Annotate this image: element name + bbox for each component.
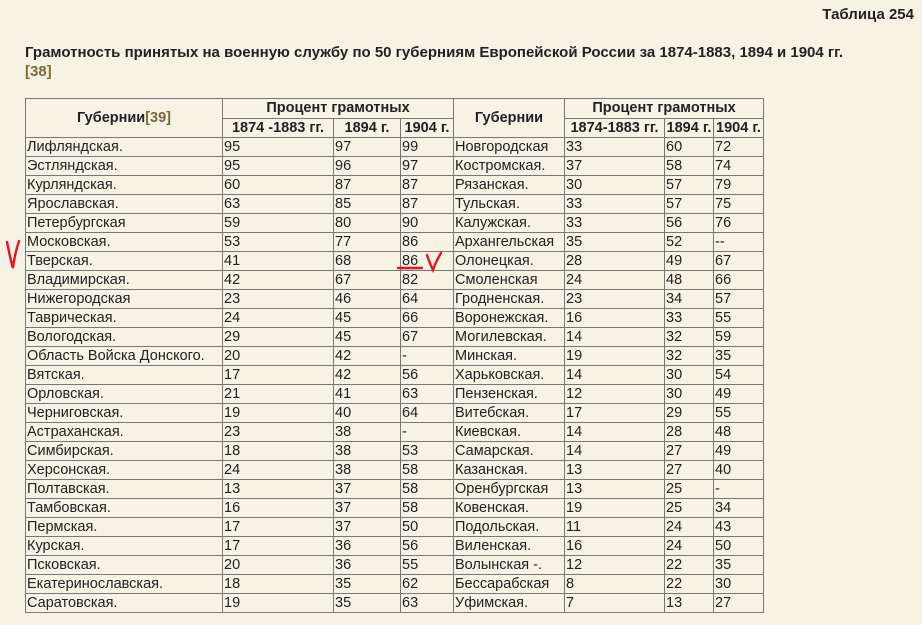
- table-row: [26, 252, 764, 271]
- header-gubernii-left-text: Губернии: [77, 110, 146, 126]
- header-year: 1904 г.: [401, 118, 454, 138]
- handwritten-check-mark-left: [4, 238, 22, 272]
- percent-cell: 55: [714, 404, 764, 423]
- percent-cell: 19: [565, 347, 665, 366]
- province-name-cell: Гродненская.: [454, 290, 565, 309]
- percent-cell: 14: [565, 423, 665, 442]
- province-name-cell: Олонецкая.: [454, 252, 565, 271]
- table-row: [26, 594, 764, 613]
- percent-cell: 95: [223, 157, 334, 176]
- header-gubernii-right: Губернии: [454, 99, 565, 138]
- percent-cell: 22: [665, 575, 714, 594]
- percent-cell: 24: [223, 309, 334, 328]
- table-row: [26, 214, 764, 233]
- percent-cell: 74: [714, 157, 764, 176]
- percent-cell: 38: [334, 461, 401, 480]
- percent-cell: 34: [714, 499, 764, 518]
- percent-cell: 13: [665, 594, 714, 613]
- percent-cell: 28: [565, 252, 665, 271]
- table-row: [26, 138, 764, 157]
- percent-cell: 77: [334, 233, 401, 252]
- province-name-cell: Черниговская.: [26, 404, 223, 423]
- province-name-cell: Петербургская: [26, 214, 223, 233]
- percent-cell: 49: [714, 385, 764, 404]
- percent-cell: 86: [401, 233, 454, 252]
- percent-cell: 23: [223, 423, 334, 442]
- percent-cell: 97: [401, 157, 454, 176]
- province-name-cell: Виленская.: [454, 537, 565, 556]
- percent-cell: 72: [714, 138, 764, 157]
- percent-cell: 29: [223, 328, 334, 347]
- percent-cell: 16: [565, 309, 665, 328]
- province-name-cell: Киевская.: [454, 423, 565, 442]
- province-name-cell: Нижегородская: [26, 290, 223, 309]
- percent-cell: -: [714, 480, 764, 499]
- province-name-cell: Харьковская.: [454, 366, 565, 385]
- percent-cell: 62: [401, 575, 454, 594]
- table-row: [26, 461, 764, 480]
- percent-cell: 19: [223, 404, 334, 423]
- province-name-cell: Калужская.: [454, 214, 565, 233]
- percent-cell: 52: [665, 233, 714, 252]
- province-name-cell: Таврическая.: [26, 309, 223, 328]
- percent-cell: 37: [334, 480, 401, 499]
- percent-cell: 24: [665, 537, 714, 556]
- province-name-cell: Костромская.: [454, 157, 565, 176]
- table-row: [26, 271, 764, 290]
- header-year: 1904 г.: [714, 118, 764, 138]
- table-row: [26, 404, 764, 423]
- percent-cell: 12: [565, 385, 665, 404]
- percent-cell: 13: [565, 461, 665, 480]
- percent-cell: 14: [565, 366, 665, 385]
- percent-cell: 20: [223, 347, 334, 366]
- percent-cell: 48: [714, 423, 764, 442]
- percent-cell: 42: [334, 347, 401, 366]
- percent-cell: 34: [665, 290, 714, 309]
- percent-cell: 21: [223, 385, 334, 404]
- province-name-cell: Уфимская.: [454, 594, 565, 613]
- percent-cell: 55: [401, 556, 454, 575]
- percent-cell: 58: [401, 461, 454, 480]
- percent-cell: 87: [401, 195, 454, 214]
- percent-cell: 38: [334, 423, 401, 442]
- table-row: [26, 385, 764, 404]
- province-name-cell: Вятская.: [26, 366, 223, 385]
- percent-cell: 50: [401, 518, 454, 537]
- percent-cell: 16: [223, 499, 334, 518]
- percent-cell: 42: [223, 271, 334, 290]
- percent-cell: 76: [714, 214, 764, 233]
- percent-cell: 80: [334, 214, 401, 233]
- percent-cell: 67: [334, 271, 401, 290]
- province-name-cell: Архангельская: [454, 233, 565, 252]
- table-row: [26, 575, 764, 594]
- percent-cell: 57: [665, 195, 714, 214]
- percent-cell: 86: [401, 252, 454, 271]
- province-name-cell: Бессарабская: [454, 575, 565, 594]
- province-name-cell: Вологодская.: [26, 328, 223, 347]
- percent-cell: 32: [665, 347, 714, 366]
- table-row: [26, 518, 764, 537]
- percent-cell: 36: [334, 537, 401, 556]
- percent-cell: 38: [334, 442, 401, 461]
- province-name-cell: Псковская.: [26, 556, 223, 575]
- province-name-cell: Волынская -.: [454, 556, 565, 575]
- province-name-cell: Астраханская.: [26, 423, 223, 442]
- table-row: [26, 347, 764, 366]
- percent-cell: 28: [665, 423, 714, 442]
- province-name-cell: Полтавская.: [26, 480, 223, 499]
- province-name-cell: Эстляндская.: [26, 157, 223, 176]
- percent-cell: 75: [714, 195, 764, 214]
- province-name-cell: Пензенская.: [454, 385, 565, 404]
- percent-cell: 43: [714, 518, 764, 537]
- province-name-cell: Курская.: [26, 537, 223, 556]
- province-name-cell: Казанская.: [454, 461, 565, 480]
- header-gubernii-left: [26, 99, 223, 138]
- percent-cell: 14: [565, 442, 665, 461]
- percent-cell: 53: [401, 442, 454, 461]
- table-row: [26, 442, 764, 461]
- percent-cell: -: [401, 347, 454, 366]
- province-name-cell: Тверская.: [26, 252, 223, 271]
- handwritten-underline-check-mark: [396, 250, 444, 274]
- percent-cell: 40: [334, 404, 401, 423]
- percent-cell: 30: [665, 366, 714, 385]
- page-title: [25, 43, 915, 81]
- percent-cell: 49: [665, 252, 714, 271]
- percent-cell: 54: [714, 366, 764, 385]
- header-percent-left: Процент грамотных: [223, 99, 454, 119]
- province-name-cell: Лифляндская.: [26, 138, 223, 157]
- percent-cell: 63: [401, 385, 454, 404]
- province-name-cell: Екатеринославская.: [26, 575, 223, 594]
- percent-cell: 49: [714, 442, 764, 461]
- percent-cell: --: [714, 233, 764, 252]
- title-footnote-link[interactable]: [38]: [25, 63, 52, 80]
- province-name-cell: Саратовская.: [26, 594, 223, 613]
- province-name-cell: Пермская.: [26, 518, 223, 537]
- percent-cell: 56: [401, 537, 454, 556]
- header-year: 1874 -1883 гг.: [223, 118, 334, 138]
- header-year: 1894 г.: [665, 118, 714, 138]
- table-row: [26, 157, 764, 176]
- percent-cell: 59: [714, 328, 764, 347]
- table-row: [26, 556, 764, 575]
- percent-cell: 63: [223, 195, 334, 214]
- percent-cell: 35: [565, 233, 665, 252]
- province-name-cell: Херсонская.: [26, 461, 223, 480]
- percent-cell: 27: [665, 442, 714, 461]
- percent-cell: 32: [665, 328, 714, 347]
- percent-cell: 12: [565, 556, 665, 575]
- percent-cell: 22: [665, 556, 714, 575]
- province-name-cell: Московская.: [26, 233, 223, 252]
- percent-cell: 33: [665, 309, 714, 328]
- percent-cell: 27: [665, 461, 714, 480]
- percent-cell: 53: [223, 233, 334, 252]
- percent-cell: 40: [714, 461, 764, 480]
- percent-cell: 24: [665, 518, 714, 537]
- percent-cell: 7: [565, 594, 665, 613]
- percent-cell: 13: [223, 480, 334, 499]
- percent-cell: 58: [401, 480, 454, 499]
- percent-cell: 64: [401, 290, 454, 309]
- table-row: [26, 328, 764, 347]
- percent-cell: 67: [401, 328, 454, 347]
- table-row: [26, 309, 764, 328]
- province-name-cell: Орловская.: [26, 385, 223, 404]
- percent-cell: 29: [665, 404, 714, 423]
- table-row: [26, 366, 764, 385]
- percent-cell: 16: [565, 537, 665, 556]
- province-name-cell: Воронежская.: [454, 309, 565, 328]
- percent-cell: 50: [714, 537, 764, 556]
- percent-cell: 23: [223, 290, 334, 309]
- table-row: [26, 499, 764, 518]
- percent-cell: 24: [565, 271, 665, 290]
- percent-cell: 27: [714, 594, 764, 613]
- percent-cell: 18: [223, 442, 334, 461]
- header-footnote-link[interactable]: [39]: [145, 110, 171, 126]
- percent-cell: 37: [565, 157, 665, 176]
- percent-cell: 30: [665, 385, 714, 404]
- percent-cell: 33: [565, 138, 665, 157]
- percent-cell: 35: [714, 347, 764, 366]
- percent-cell: 45: [334, 309, 401, 328]
- title-text: Грамотность принятых на военную службу по 50 губерниям Европейской России за 1874-1883, 1894 и 1904 гг.: [25, 44, 844, 61]
- percent-cell: 25: [665, 480, 714, 499]
- percent-cell: 87: [401, 176, 454, 195]
- percent-cell: 99: [401, 138, 454, 157]
- table-row: [26, 423, 764, 442]
- percent-cell: 66: [714, 271, 764, 290]
- percent-cell: 37: [334, 518, 401, 537]
- percent-cell: 85: [334, 195, 401, 214]
- percent-cell: 8: [565, 575, 665, 594]
- percent-cell: 14: [565, 328, 665, 347]
- percent-cell: 17: [223, 537, 334, 556]
- province-name-cell: Смоленская: [454, 271, 565, 290]
- percent-cell: 41: [334, 385, 401, 404]
- province-name-cell: Могилевская.: [454, 328, 565, 347]
- province-name-cell: Рязанская.: [454, 176, 565, 195]
- percent-cell: 90: [401, 214, 454, 233]
- percent-cell: 33: [565, 214, 665, 233]
- province-name-cell: Ярославская.: [26, 195, 223, 214]
- literacy-table: [25, 98, 764, 613]
- percent-cell: 96: [334, 157, 401, 176]
- percent-cell: 17: [565, 404, 665, 423]
- province-name-cell: Самарская.: [454, 442, 565, 461]
- percent-cell: 67: [714, 252, 764, 271]
- percent-cell: 45: [334, 328, 401, 347]
- table-row: [26, 195, 764, 214]
- province-name-cell: Оренбургская: [454, 480, 565, 499]
- percent-cell: 30: [565, 176, 665, 195]
- percent-cell: -: [401, 423, 454, 442]
- percent-cell: 37: [334, 499, 401, 518]
- percent-cell: 30: [714, 575, 764, 594]
- percent-cell: 17: [223, 366, 334, 385]
- percent-cell: 79: [714, 176, 764, 195]
- percent-cell: 33: [565, 195, 665, 214]
- percent-cell: 63: [401, 594, 454, 613]
- percent-cell: 35: [334, 575, 401, 594]
- percent-cell: 48: [665, 271, 714, 290]
- percent-cell: 87: [334, 176, 401, 195]
- percent-cell: 24: [223, 461, 334, 480]
- percent-cell: 36: [334, 556, 401, 575]
- header-year: 1874-1883 гг.: [565, 118, 665, 138]
- table-row: [26, 290, 764, 309]
- percent-cell: 60: [665, 138, 714, 157]
- percent-cell: 17: [223, 518, 334, 537]
- percent-cell: 25: [665, 499, 714, 518]
- percent-cell: 35: [714, 556, 764, 575]
- percent-cell: 95: [223, 138, 334, 157]
- province-name-cell: Владимирская.: [26, 271, 223, 290]
- percent-cell: 19: [223, 594, 334, 613]
- percent-cell: 20: [223, 556, 334, 575]
- percent-cell: 18: [223, 575, 334, 594]
- province-name-cell: Ковенская.: [454, 499, 565, 518]
- province-name-cell: Курляндская.: [26, 176, 223, 195]
- table-number: Таблица 254: [822, 6, 914, 23]
- percent-cell: 35: [334, 594, 401, 613]
- percent-cell: 97: [334, 138, 401, 157]
- percent-cell: 41: [223, 252, 334, 271]
- percent-cell: 64: [401, 404, 454, 423]
- province-name-cell: Область Войска Донского.: [26, 347, 223, 366]
- percent-cell: 57: [665, 176, 714, 195]
- percent-cell: 58: [665, 157, 714, 176]
- province-name-cell: Симбирская.: [26, 442, 223, 461]
- table-row: [26, 176, 764, 195]
- percent-cell: 56: [401, 366, 454, 385]
- percent-cell: 13: [565, 480, 665, 499]
- percent-cell: 46: [334, 290, 401, 309]
- percent-cell: 58: [401, 499, 454, 518]
- table-row: [26, 537, 764, 556]
- header-percent-right: Процент грамотных: [565, 99, 764, 119]
- province-name-cell: Витебская.: [454, 404, 565, 423]
- percent-cell: 23: [565, 290, 665, 309]
- percent-cell: 11: [565, 518, 665, 537]
- table-row: [26, 480, 764, 499]
- province-name-cell: Подольская.: [454, 518, 565, 537]
- percent-cell: 68: [334, 252, 401, 271]
- percent-cell: 82: [401, 271, 454, 290]
- percent-cell: 56: [665, 214, 714, 233]
- province-name-cell: Новгородская: [454, 138, 565, 157]
- percent-cell: 59: [223, 214, 334, 233]
- table-body: [26, 138, 764, 613]
- province-name-cell: Минская.: [454, 347, 565, 366]
- percent-cell: 19: [565, 499, 665, 518]
- percent-cell: 57: [714, 290, 764, 309]
- percent-cell: 66: [401, 309, 454, 328]
- percent-cell: 60: [223, 176, 334, 195]
- province-name-cell: Тульская.: [454, 195, 565, 214]
- header-year: 1894 г.: [334, 118, 401, 138]
- percent-cell: 55: [714, 309, 764, 328]
- table-row: [26, 233, 764, 252]
- percent-cell: 42: [334, 366, 401, 385]
- province-name-cell: Тамбовская.: [26, 499, 223, 518]
